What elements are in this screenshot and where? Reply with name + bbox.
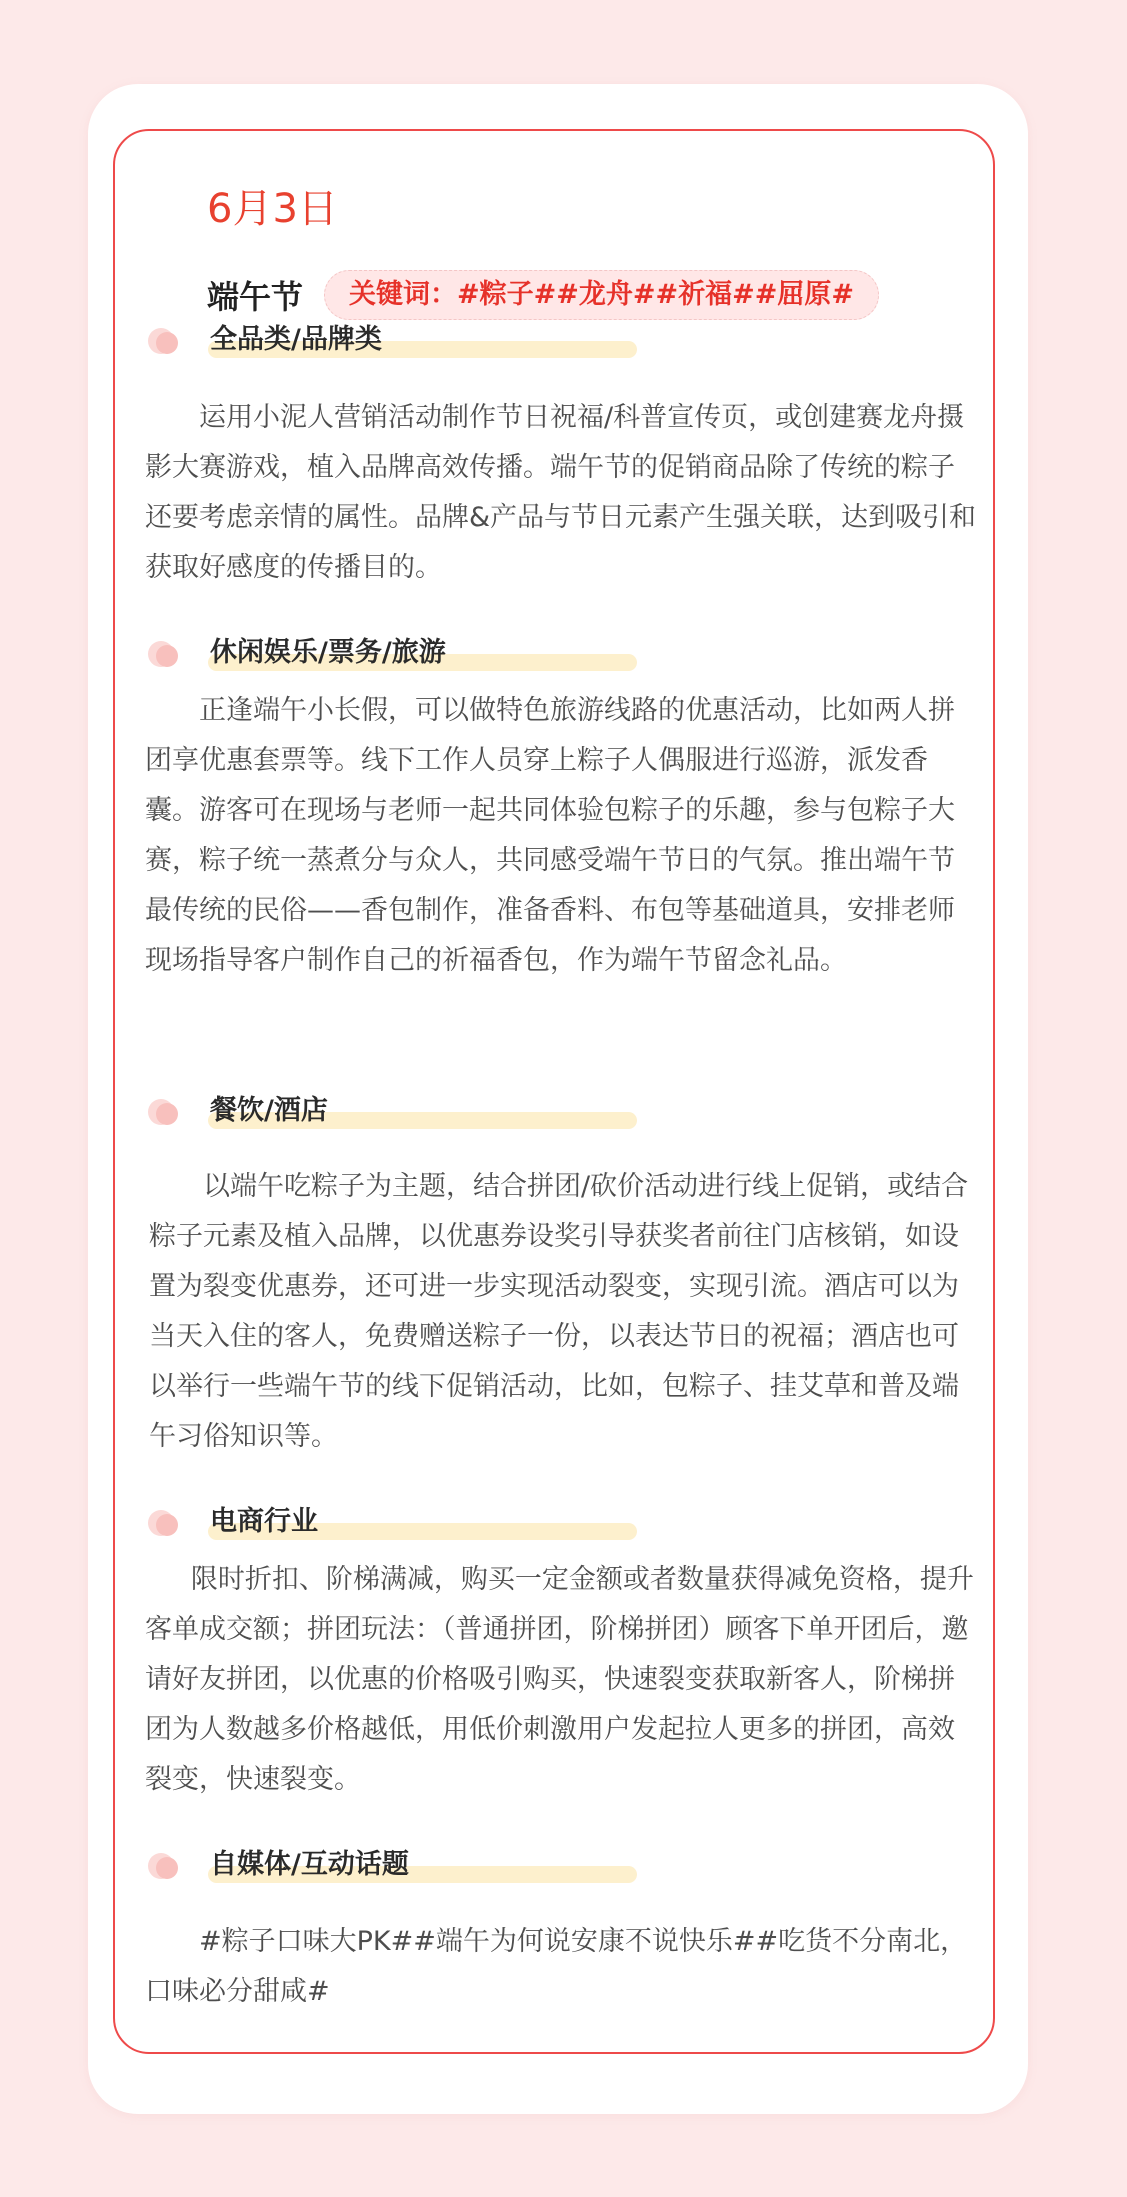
section-title: 自媒体/互动话题: [210, 1849, 409, 1880]
section-dot-icon: [148, 328, 178, 358]
section-title: 电商行业: [210, 1506, 318, 1537]
section-title: 全品类/品牌类: [210, 324, 382, 355]
section-dot-icon: [148, 641, 178, 671]
date-label: 6月3日: [207, 186, 338, 232]
section-body: 正逢端午小长假，可以做特色旅游线路的优惠活动，比如两人拼团享优惠套票等。线下工作人员穿上粽子人偶服进行巡游，派发香囊。游客可在现场与老师一起共同体验包粽子的乐趣，参与包粽子大赛，粽子统一蒸煮分与众人，共同感受端午节日的气氛。推出端午节最传统的民俗——香包制作，准备香料、布包等基础道具，安排老师现场指导客户制作自己的祈福香包，作为端午节留念礼品。: [145, 695, 955, 976]
card-frame: [113, 129, 995, 2054]
section-dot-icon: [148, 1853, 178, 1883]
keywords-badge: 关键词：#粽子##龙舟##祈福##屈原#: [324, 270, 879, 320]
section-header-ecommerce: [148, 1502, 698, 1542]
section-header-catering: [148, 1091, 698, 1131]
section-title: 休闲娱乐/票务/旅游: [210, 637, 446, 668]
section-dot-icon: [148, 1510, 178, 1540]
section-dot-icon: [148, 1099, 178, 1129]
section-body: #粽子口味大PK##端午为何说安康不说快乐##吃货不分南北，口味必分甜咸#: [145, 1926, 968, 2007]
section-header-leisure: [148, 633, 698, 673]
section-body: 运用小泥人营销活动制作节日祝福/科普宣传页，或创建赛龙舟摄影大赛游戏，植入品牌高效传播。端午节的促销商品除了传统的粽子还要考虑亲情的属性。品牌&产品与节日元素产生强关联，达到吸引和获取好感度的传播目的。: [145, 402, 977, 583]
section-header-all-categories: [148, 320, 698, 360]
content-card: [88, 84, 1028, 2114]
section-body: 以端午吃粽子为主题，结合拼团/砍价活动进行线上促销，或结合粽子元素及植入品牌，以优惠券设奖引导获奖者前往门店核销，如设置为裂变优惠券，还可进一步实现活动裂变，实现引流。酒店可以为当天入住的客人，免费赠送粽子一份，以表达节日的祝福；酒店也可以举行一些端午节的线下促销活动，比如，包粽子、挂艾草和普及端午习俗知识等。: [149, 1171, 969, 1452]
section-header-self-media: [148, 1845, 698, 1885]
section-title: 餐饮/酒店: [210, 1095, 328, 1126]
section-body: 限时折扣、阶梯满减，购买一定金额或者数量获得减免资格，提升客单成交额；拼团玩法：（普通拼团，阶梯拼团）顾客下单开团后，邀请好友拼团，以优惠的价格吸引购买，快速裂变获取新客人，阶梯拼团为人数越多价格越低，用低价刺激用户发起拉人更多的拼团，高效裂变，快速裂变。: [145, 1564, 974, 1795]
festival-title: 端午节: [207, 278, 304, 316]
